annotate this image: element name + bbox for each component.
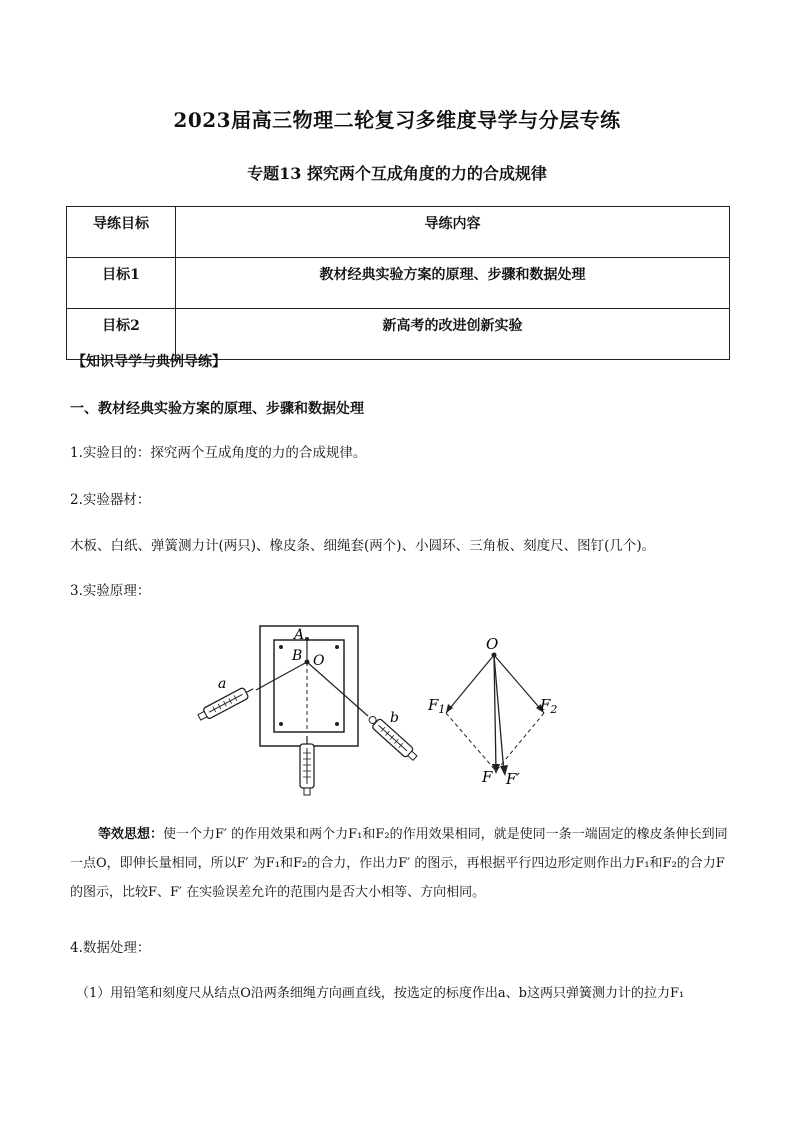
table-cell-content: 新高考的改进创新实验 <box>176 309 730 360</box>
label-B: B <box>292 648 303 664</box>
label-A: A <box>294 627 305 643</box>
label-b: b <box>390 710 399 726</box>
principle-title: 3.实验原理： <box>70 583 151 599</box>
label-O-left: O <box>313 653 325 669</box>
force-parallelogram <box>446 653 544 777</box>
experiment-figure <box>196 618 586 798</box>
section-heading: 【知识导学与典例导练】 <box>72 354 226 370</box>
label-F: F <box>482 768 493 786</box>
label-F2: $F_2$ <box>540 696 558 716</box>
equipment-title: 2.实验器材： <box>70 492 151 508</box>
table-header-row <box>67 207 730 258</box>
label-a: a <box>218 676 227 692</box>
table-row <box>67 258 730 309</box>
document-title: 2023届高三物理二轮复习多维度导学与分层专练 <box>173 108 621 132</box>
table-cell-content: 教材经典实验方案的原理、步骤和数据处理 <box>176 258 730 309</box>
table-header-target: 导练目标 <box>67 207 176 258</box>
goals-table <box>66 206 730 360</box>
label-F1: $F_1$ <box>428 696 446 716</box>
equipment-line: 木板、白纸、弹簧测力计(两只)、橡皮条、细绳套(两个)、小圆环、三角板、刻度尺、图钉(几个)。 <box>70 538 656 554</box>
equivalence-text: 使一个力F′ 的作用效果和两个力F₁和F₂的作用效果相同，就是使同一条一端固定的橡皮条伸长到同一点O，即伸长量相同，所以F′ 为F₁和F₂的合力，作出力F′ 的图示，再根据平行四边形定则作出力F₁和F₂的合力F的图示，比较F、F′ 在实验误差允许的范围内是否大小相等、方向相同。 <box>70 827 728 900</box>
spring-scale-bottom <box>300 736 314 795</box>
step1-line: （1）用铅笔和刻度尺从结点O沿两条细绳方向画直线，按选定的标度作出a、b这两只弹簧测力计的拉力F₁ <box>76 986 685 1001</box>
label-O-right: O <box>486 635 499 653</box>
table-cell-target: 目标2 <box>67 309 176 360</box>
equivalence-label: 等效思想： <box>98 827 164 842</box>
data-processing-title: 4.数据处理： <box>70 940 151 956</box>
table-header-content: 导练内容 <box>176 207 730 258</box>
equivalence-paragraph <box>70 820 730 907</box>
label-F-prime: F′ <box>506 770 520 788</box>
purpose-line: 1.实验目的：探究两个互成角度的力的合成规律。 <box>70 445 367 461</box>
table-cell-target: 目标1 <box>67 258 176 309</box>
section-subheading: 一、教材经典实验方案的原理、步骤和数据处理 <box>70 401 364 417</box>
document-subtitle: 专题13 探究两个互成角度的力的合成规律 <box>247 164 547 183</box>
